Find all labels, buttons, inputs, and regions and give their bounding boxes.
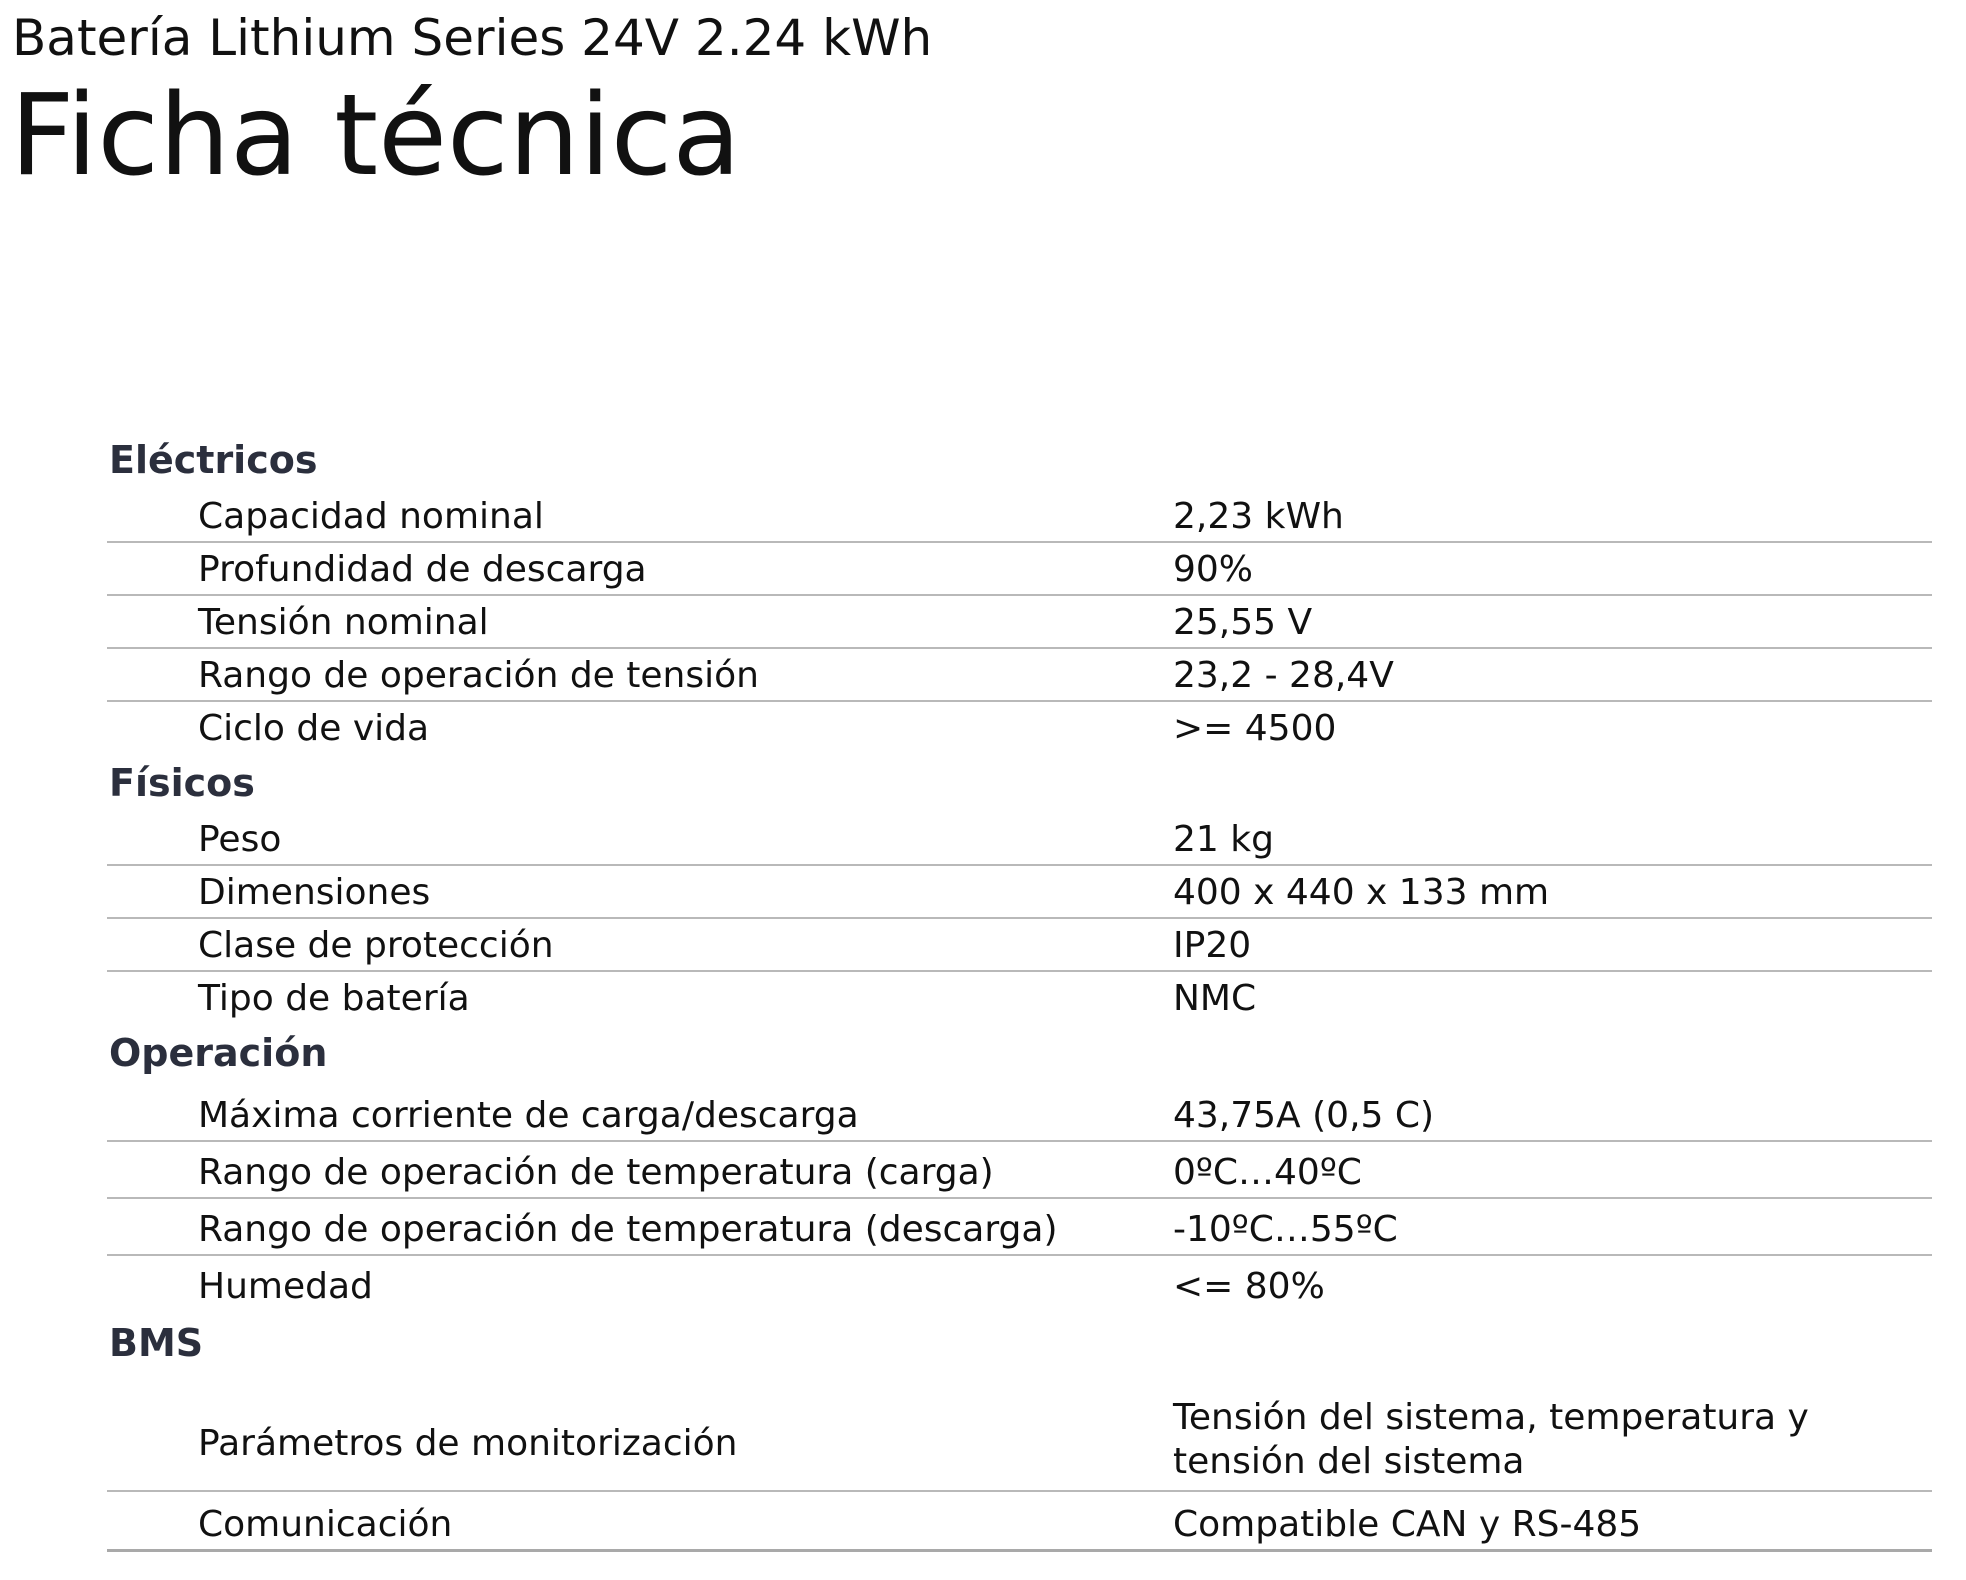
spec-row (107, 596, 1932, 649)
section-title-fisicos: Físicos (109, 761, 255, 805)
spec-label: Tensión nominal (198, 602, 489, 643)
spec-label: Profundidad de descarga (198, 549, 647, 590)
spec-value: >= 4500 (1173, 708, 1337, 749)
spec-value: NMC (1173, 978, 1257, 1019)
spec-label: Clase de protección (198, 925, 554, 966)
spec-label: Máxima corriente de carga/descarga (198, 1095, 859, 1136)
spec-row (107, 919, 1932, 972)
spec-value: <= 80% (1173, 1266, 1325, 1307)
spec-row (107, 490, 1932, 543)
spec-value: Compatible CAN y RS-485 (1173, 1504, 1642, 1545)
page-title: Ficha técnica (10, 71, 741, 201)
spec-value: 0ºC…40ºC (1173, 1152, 1362, 1193)
spec-row (107, 1199, 1932, 1256)
spec-row (107, 1256, 1932, 1311)
spec-row (107, 813, 1932, 866)
spec-label: Dimensiones (198, 872, 431, 913)
spec-label: Comunicación (198, 1504, 453, 1545)
spec-label: Humedad (198, 1266, 373, 1307)
section-title-operacion: Operación (109, 1031, 328, 1075)
spec-row (107, 1375, 1932, 1492)
section-title-bms: BMS (109, 1321, 204, 1365)
spec-label: Peso (198, 819, 282, 860)
product-subtitle: Batería Lithium Series 24V 2.24 kWh (12, 9, 933, 67)
spec-row (107, 1142, 1932, 1199)
spec-label: Rango de operación de temperatura (descarga) (198, 1209, 1058, 1250)
spec-value: 43,75A (0,5 C) (1173, 1095, 1435, 1136)
section-title-electricos: Eléctricos (109, 438, 318, 482)
spec-value: 23,2 - 28,4V (1173, 655, 1394, 696)
spec-label: Ciclo de vida (198, 708, 430, 749)
spec-value: 90% (1173, 549, 1254, 590)
spec-row (107, 1083, 1932, 1142)
spec-value: -10ºC…55ºC (1173, 1209, 1398, 1250)
spec-label: Parámetros de monitorización (198, 1423, 738, 1464)
spec-table (107, 430, 1932, 1552)
spec-label: Capacidad nominal (198, 496, 544, 537)
spec-row (107, 1492, 1932, 1552)
spec-row (107, 702, 1932, 753)
spec-row (107, 649, 1932, 702)
spec-label: Tipo de batería (198, 978, 470, 1019)
spec-value: 21 kg (1173, 819, 1274, 860)
spec-value: IP20 (1173, 925, 1252, 966)
spec-value: 400 x 440 x 133 mm (1173, 872, 1550, 913)
spec-row (107, 543, 1932, 596)
spec-value: Tensión del sistema, temperatura y tensión del sistema (1173, 1397, 1809, 1482)
spec-label: Rango de operación de tensión (198, 655, 759, 696)
spec-value: 25,55 V (1173, 602, 1313, 643)
spec-label: Rango de operación de temperatura (carga) (198, 1152, 994, 1193)
spec-value: 2,23 kWh (1173, 496, 1344, 537)
spec-row (107, 972, 1932, 1023)
spec-row (107, 866, 1932, 919)
